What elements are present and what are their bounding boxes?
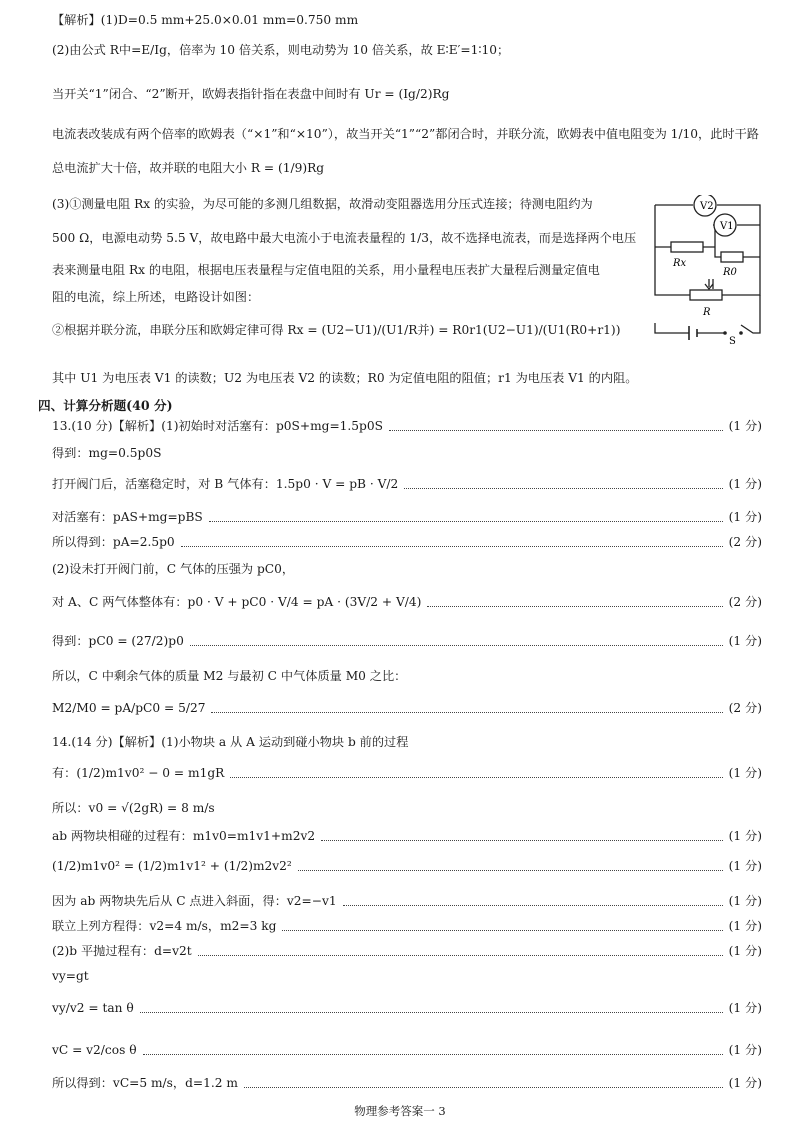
text-line: (3)①测量电阻 Rx 的实验，为尽可能的多测几组数据，故滑动变阻器选用分压式连接；待测电阻约为 bbox=[52, 197, 593, 211]
leader-dots bbox=[282, 930, 722, 931]
answer-row bbox=[52, 700, 762, 716]
leader-dots bbox=[190, 645, 723, 646]
text-line: (2)设未打开阀门前，C 气体的压强为 pC0， bbox=[52, 562, 295, 576]
score: (1 分) bbox=[728, 894, 762, 908]
label-r: R bbox=[703, 307, 711, 318]
leader-dots bbox=[181, 546, 723, 547]
text-line: 当开关“1”闭合、“2”断开，欧姆表指针指在表盘中间时有 Ur = (Ig/2)Rg bbox=[52, 87, 450, 101]
answer-row bbox=[52, 893, 762, 909]
answer-row bbox=[52, 1075, 762, 1091]
label-r0: R0 bbox=[723, 267, 737, 278]
answer-row bbox=[52, 509, 762, 525]
text-line: 得到：mg=0.5p0S bbox=[52, 446, 162, 460]
text-line: 电流表改装成有两个倍率的欧姆表（“×1”和“×10”），故当开关“1”“2”都闭合时，并联分流，欧姆表中值电阻变为 1/10，此时干路 bbox=[52, 127, 759, 141]
leader-dots bbox=[140, 1012, 723, 1013]
leader-dots bbox=[321, 840, 723, 841]
leader-dots bbox=[198, 955, 723, 956]
switch-contact-icon bbox=[739, 331, 743, 335]
text-line: vy=gt bbox=[52, 969, 89, 983]
answer-row bbox=[52, 476, 762, 492]
row-text: 对活塞有：pAS+mg=pBS bbox=[52, 510, 203, 524]
answer-row bbox=[52, 828, 762, 844]
row-text: 得到：pC0 = (27/2)p0 bbox=[52, 634, 184, 648]
row-text: 所以得到：pA=2.5p0 bbox=[52, 535, 175, 549]
row-text: 有：(1/2)m1v0² − 0 = m1gR bbox=[52, 766, 225, 780]
answer-row bbox=[52, 765, 762, 781]
leader-dots bbox=[298, 870, 723, 871]
text-line: 500 Ω，电源电动势 5.5 V，故电路中最大电流小于电流表量程的 1/3，故不选择电流表，而是选择两个电压 bbox=[52, 231, 637, 245]
text-line: (2)由公式 R中=E/Ig，倍率为 10 倍关系，则电动势为 10 倍关系，故 E∶E′=1∶10； bbox=[52, 43, 510, 57]
text-line: 14.(14 分)【解析】(1)小物块 a 从 A 运动到碰小物块 b 前的过程 bbox=[52, 735, 409, 749]
row-text: 联立上列方程得：v2=4 m/s，m2=3 kg bbox=[52, 919, 277, 933]
answer-row bbox=[52, 633, 762, 649]
rheostat-r-icon bbox=[690, 290, 722, 300]
score: (1 分) bbox=[728, 766, 762, 780]
row-text: 13.(10 分)【解析】(1)初始时对活塞有：p0S+mg=1.5p0S bbox=[52, 419, 383, 433]
answer-row bbox=[52, 858, 762, 874]
battery-icon bbox=[689, 326, 697, 340]
leader-dots bbox=[244, 1087, 723, 1088]
text-line: 所以：v0 = √(2gR) = 8 m/s bbox=[52, 801, 215, 815]
answer-row bbox=[52, 594, 762, 610]
answer-row bbox=[52, 1042, 762, 1058]
leader-dots bbox=[230, 777, 722, 778]
score: (1 分) bbox=[728, 859, 762, 873]
answer-row bbox=[52, 943, 762, 959]
score: (1 分) bbox=[728, 634, 762, 648]
row-text: 所以得到：vC=5 m/s，d=1.2 m bbox=[52, 1076, 238, 1090]
page-footer: 物理参考答案一 3 bbox=[354, 1104, 446, 1118]
text-line: 阻的电流，综上所述，电路设计如图： bbox=[52, 290, 260, 304]
row-text: M2/M0 = pA/pC0 = 5/27 bbox=[52, 701, 206, 715]
row-text: ab 两物块相碰的过程有：m1v0=m1v1+m2v2 bbox=[52, 829, 316, 843]
leader-dots bbox=[143, 1054, 723, 1055]
text-line: 所以，C 中剩余气体的质量 M2 与最初 C 中气体质量 M0 之比： bbox=[52, 669, 407, 683]
text-line: 其中 U1 为电压表 V1 的读数；U2 为电压表 V2 的读数；R0 为定值电阻的阻值；r1 为电压表 V1 的内阻。 bbox=[52, 371, 638, 385]
row-text: vy/v2 = tan θ bbox=[52, 1001, 134, 1015]
score: (1 分) bbox=[728, 919, 762, 933]
answer-row bbox=[52, 1000, 762, 1016]
text-line: ②根据并联分流，串联分压和欧姆定律可得 Rx = (U2−U1)/(U1/R并) = R0r1(U2−U1)/(U1(R0+r1)) bbox=[52, 323, 621, 337]
score: (1 分) bbox=[728, 419, 762, 433]
answer-row bbox=[52, 418, 762, 434]
score: (2 分) bbox=[728, 535, 762, 549]
label-rx: Rx bbox=[673, 258, 687, 269]
row-text: 对 A、C 两气体整体有：p0 · V + pC0 · V/4 = pA · (3V/2 + V/4) bbox=[52, 595, 422, 609]
score: (1 分) bbox=[728, 1001, 762, 1015]
text-line: 【解析】(1)D=0.5 mm+25.0×0.01 mm=0.750 mm bbox=[52, 13, 359, 27]
answer-row bbox=[52, 534, 762, 550]
row-text: vC = v2/cos θ bbox=[52, 1043, 137, 1057]
leader-dots bbox=[427, 606, 722, 607]
score: (1 分) bbox=[728, 477, 762, 491]
row-text: (2)b 平抛过程有：d=v2t bbox=[52, 944, 192, 958]
leader-dots bbox=[211, 712, 722, 713]
score: (2 分) bbox=[728, 595, 762, 609]
section-heading: 四、计算分析题(40 分) bbox=[38, 398, 173, 413]
text-line: 表来测量电阻 Rx 的电阻，根据电压表量程与定值电阻的关系，用小量程电压表扩大量程后测量定值电 bbox=[52, 263, 600, 277]
leader-dots bbox=[343, 905, 723, 906]
label-v1: V1 bbox=[720, 221, 734, 232]
row-text: 因为 ab 两物块先后从 C 点进入斜面，得：v2=−v1 bbox=[52, 894, 337, 908]
score: (1 分) bbox=[728, 1043, 762, 1057]
row-text: 打开阀门后，活塞稳定时，对 B 气体有：1.5p0 · V = pB · V/2 bbox=[52, 477, 399, 491]
score: (1 分) bbox=[728, 1076, 762, 1090]
switch-icon bbox=[723, 331, 727, 335]
slider-arrow-icon bbox=[705, 279, 713, 289]
circuit-diagram bbox=[645, 195, 770, 345]
score: (2 分) bbox=[728, 701, 762, 715]
leader-dots bbox=[209, 521, 723, 522]
resistor-r0-icon bbox=[721, 252, 743, 262]
score: (1 分) bbox=[728, 944, 762, 958]
row-text: (1/2)m1v0² = (1/2)m1v1² + (1/2)m2v2² bbox=[52, 859, 292, 873]
leader-dots bbox=[389, 430, 723, 431]
text-line: 总电流扩大十倍，故并联的电阻大小 R = (1/9)Rg bbox=[52, 161, 325, 175]
label-v2: V2 bbox=[700, 201, 714, 212]
score: (1 分) bbox=[728, 510, 762, 524]
score: (1 分) bbox=[728, 829, 762, 843]
answer-row bbox=[52, 918, 762, 934]
resistor-rx-icon bbox=[671, 242, 703, 252]
leader-dots bbox=[404, 488, 722, 489]
label-s: S bbox=[729, 336, 736, 345]
